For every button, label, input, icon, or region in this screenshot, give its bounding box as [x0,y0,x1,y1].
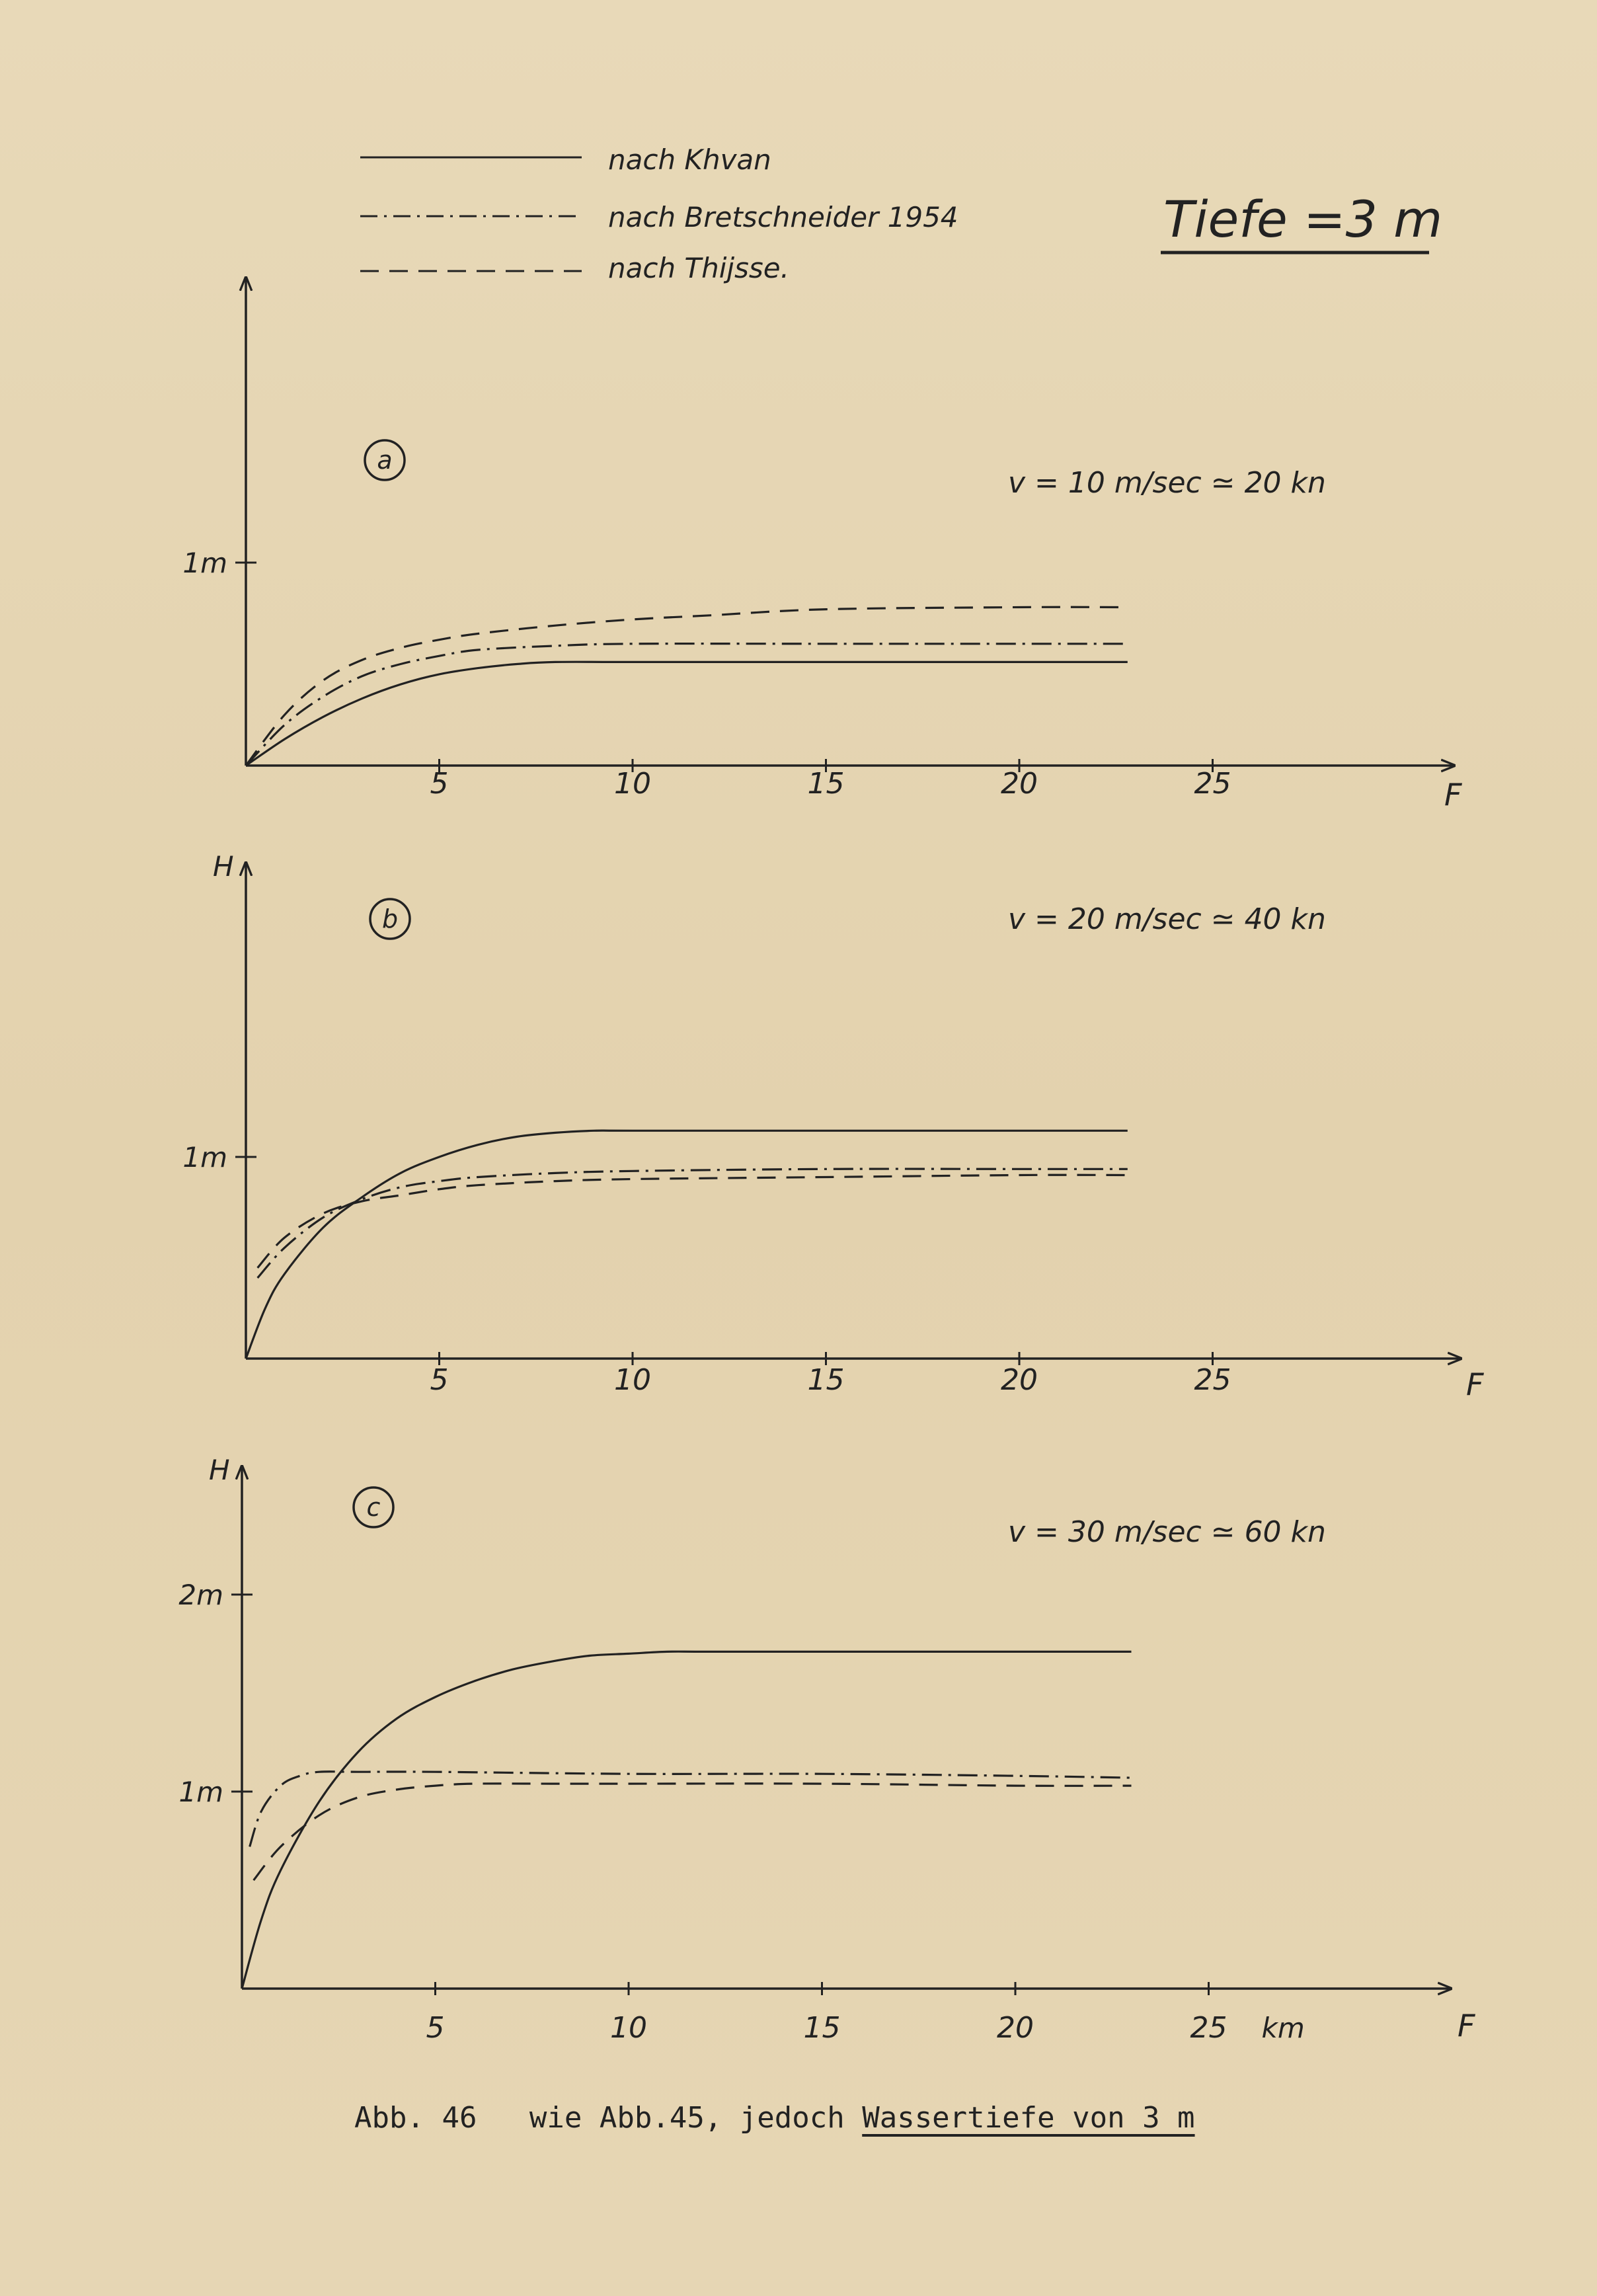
x-tick-label: 15 [807,1363,845,1397]
caption-prefix: Abb. 46 wie Abb.45, jedoch [354,2101,863,2135]
y-tick-label: 2m [178,1579,223,1611]
series-line-solid [242,1651,1132,1989]
x-axis-label: F [1466,1366,1484,1402]
wind-speed-annotation: v = 30 m/sec ≃ 60 kn [1008,1515,1326,1549]
y-tick-label: 1m [182,547,227,579]
legend-label-khvan: nach Khvan [608,143,771,176]
series-line-dashdot [258,1169,1128,1278]
legend-label-bretschneider: nach Bretschneider 1954 [608,201,958,233]
chart-panel-a [182,278,1462,812]
series-line-dashed [246,607,1128,766]
x-tick-label: 15 [807,767,845,801]
y-tick-label: 1m [182,1141,227,1173]
x-tick-label: 25 [1190,2011,1227,2045]
x-axis-label: F [1458,2008,1475,2043]
chart-panel-c [178,1454,1475,2045]
legend [360,143,958,284]
panel-label: a [377,446,393,475]
panel-label: c [366,1493,381,1522]
y-axis-label: H [213,850,234,883]
panel-label: b [381,904,399,933]
x-tick-label: 20 [997,2011,1034,2045]
caption-underlined: Wassertiefe von 3 m [862,2101,1195,2135]
x-tick-label: 5 [430,1363,449,1397]
x-tick-label: 25 [1194,767,1231,801]
x-tick-label: 10 [614,767,651,801]
figure-caption [354,2101,1195,2135]
wind-speed-annotation: v = 20 m/sec ≃ 40 kn [1008,902,1326,936]
series-line-dashed [258,1175,1128,1268]
y-axis-label: H [209,1454,230,1486]
x-tick-label: 5 [426,2011,445,2045]
depth-heading [1161,190,1442,253]
x-tick-label: 10 [614,1363,651,1397]
series-line-solid [246,1130,1128,1359]
y-tick-label: 1m [178,1776,223,1808]
depth-label: Tiefe =3 m [1163,190,1443,249]
x-tick-label: 20 [1001,1363,1038,1397]
x-tick-label: 25 [1194,1363,1231,1397]
x-tick-label: 15 [803,2011,841,2045]
x-tick-label: 20 [1001,767,1038,801]
legend-label-thijsse: nach Thijsse. [608,252,789,284]
series-line-dashed [254,1784,1132,1880]
wind-speed-annotation: v = 10 m/sec ≃ 20 kn [1008,466,1326,500]
x-unit-label: km [1261,2012,1305,2044]
x-tick-label: 5 [430,767,449,801]
chart-panel-b [182,850,1484,1402]
x-axis-label: F [1444,777,1462,812]
series-line-solid [246,662,1128,766]
x-tick-label: 10 [610,2011,647,2045]
